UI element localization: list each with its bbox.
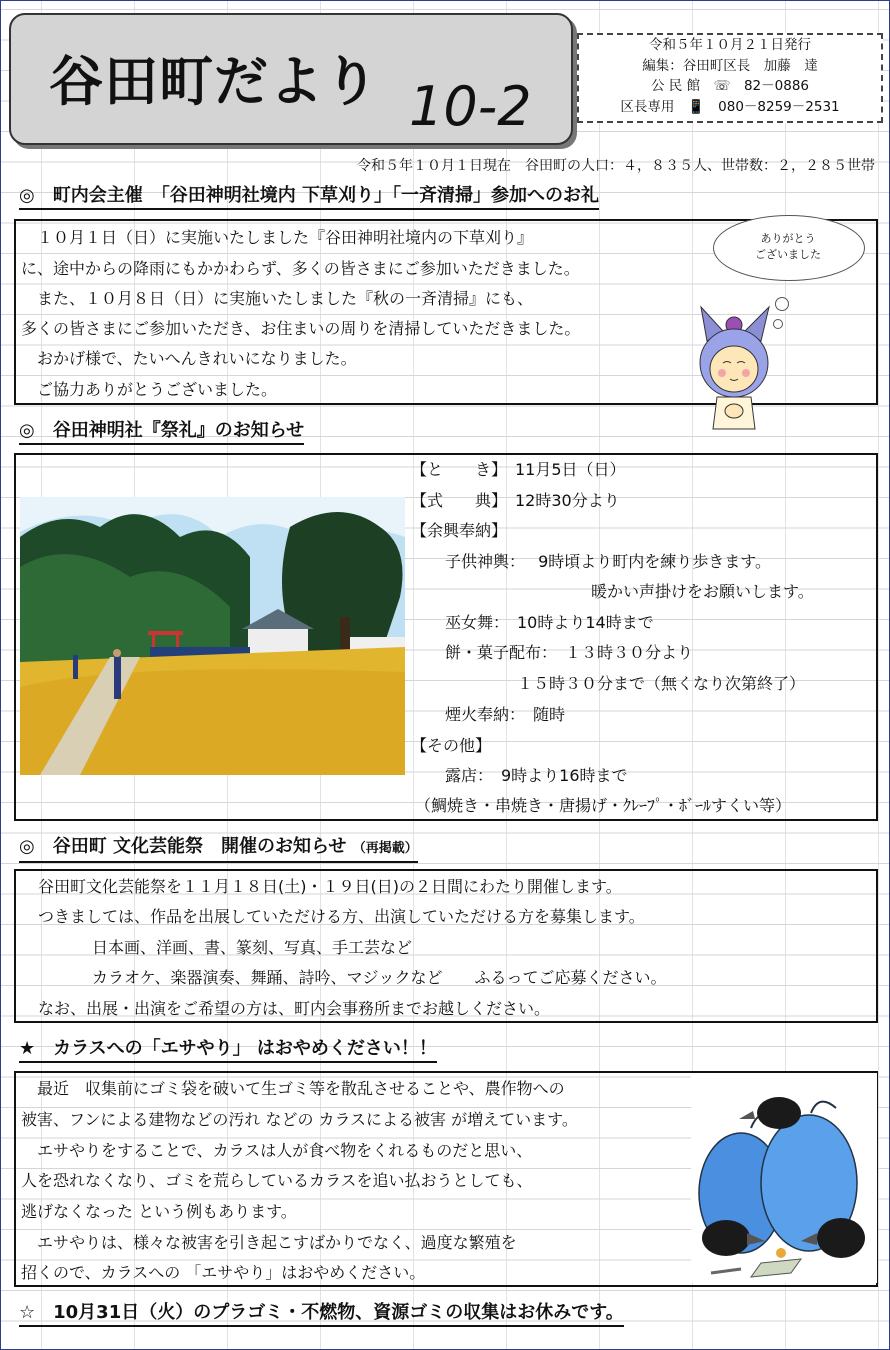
thanks-line-1: １０月１日（日）に実施いたしました『谷田神明社境内の下草刈り』 <box>21 228 534 247</box>
crow-line-7: 招くので、カラスへの 「エサやり」はおやめください。 <box>21 1263 426 1282</box>
festival-stalls-list: （鯛焼き・串焼き・唐揚げ・ｸﾚｰﾌﾟ・ﾎﾞｰﾙすくい等） <box>415 796 792 815</box>
editor-line: 編集：谷田町区長 加藤 達 <box>642 57 818 74</box>
crows-garbage-illustration <box>691 1073 877 1283</box>
culture-title-note: （再掲載） <box>352 841 418 856</box>
section-festival-title: ◎ 谷田神明社『祭礼』のお知らせ <box>19 419 304 445</box>
culture-title-text: ◎ 谷田町 文化芸能祭 開催のお知らせ <box>19 836 347 857</box>
publication-info <box>577 33 883 123</box>
thanks-line-4: 多くの皆さまにご参加いただき、お住まいの周りを清掃していただきました。 <box>21 319 581 338</box>
crow-line-2: 被害、フンによる建物などの汚れ などの カラスによる被害 が増えています。 <box>21 1110 578 1129</box>
crow-line-3: エサやりをすることで、カラスは人が食べ物をくれるものだと思い、 <box>21 1141 533 1160</box>
culture-line-5: なお、出展・出演をご希望の方は、町内会事務所までお越しください。 <box>38 999 551 1018</box>
festival-mochi-end: １５時３０分まで（無くなり次第終了） <box>517 674 806 693</box>
chief-phone: 区長専用 📱 080－8259－2531 <box>620 98 840 115</box>
publish-date: 令和５年１０月２１日発行 <box>649 37 811 53</box>
festival-mikoshi-note: 暖かい声掛けをお願いします。 <box>591 582 814 601</box>
thanks-line-6: ご協力ありがとうございました。 <box>21 380 278 399</box>
festival-ceremony: 【式 典】 12時30分より <box>411 491 620 510</box>
population-line: 令和５年１０月１日現在 谷田町の人口：４，８３５人、世帯数：２，２８５世帯 <box>357 158 875 174</box>
festival-date: 【と き】 11月5日（日） <box>411 460 626 479</box>
bubble-line-2: ございました <box>755 248 821 261</box>
culture-line-2: つきましては、作品を出展していただける方、出演していただける方を募集します。 <box>38 907 645 926</box>
festival-entertainment-heading: 【余興奉納】 <box>411 521 508 540</box>
section-crow-title: ★ カラスへの「エサやり」 はおやめください！！ <box>19 1037 437 1063</box>
issue-number: 10-2 <box>409 75 532 138</box>
crow-line-1: 最近 収集前にゴミ袋を破いて生ゴミ等を散乱させることや、農作物への <box>21 1079 565 1098</box>
festival-fireworks: 煙火奉納： 随時 <box>445 705 566 724</box>
section-thanks-title: ◎ 町内会主催 「谷田神明社境内 下草刈り」「一斉清掃」参加へのお礼 <box>19 184 599 210</box>
hall-phone: 公 民 館 ☏ 82－0886 <box>651 78 809 94</box>
bubble-dot <box>775 297 789 311</box>
thanks-speech-bubble <box>713 207 863 283</box>
bubble-line-1: ありがとう <box>760 232 816 245</box>
newsletter-title: 谷田町だより <box>49 50 379 113</box>
crow-line-4: 人を恐れなくなり、ゴミを荒らしているカラスを追い払おうとしても、 <box>21 1171 533 1190</box>
culture-line-1: 谷田町文化芸能祭を１１月１８日(土)・１９日(日)の２日間にわたり開催します。 <box>38 877 622 896</box>
festival-other-heading: 【その他】 <box>411 736 492 755</box>
section-culture-title <box>19 835 418 863</box>
festival-mikoshi: 子供神輿： 9時頃より町内を練り歩きます。 <box>445 552 771 571</box>
culture-line-3: 日本画、洋画、書、篆刻、写真、手工芸など <box>92 938 413 957</box>
garbage-notice: ☆ 10月31日（火）のプラゴミ・不燃物、資源ゴミの収集はお休みです。 <box>19 1301 624 1327</box>
festival-stalls: 露店： 9時より16時まで <box>445 766 628 785</box>
culture-line-4: カラオケ、楽器演奏、舞踊、詩吟、マジックなど ふるってご応募ください。 <box>92 968 667 987</box>
thanks-line-2: に、途中からの降雨にもかかわらず、多くの皆さまにご参加いただきました。 <box>21 259 580 278</box>
shrine-festival-painting <box>20 497 405 775</box>
festival-miko-dance: 巫女舞： 10時より14時まで <box>445 613 654 632</box>
mascot-illustration <box>693 301 775 436</box>
thanks-line-3: また、１０月８日（日）に実施いたしました『秋の一斉清掃』にも、 <box>21 289 534 308</box>
thanks-line-5: おかげ様で、たいへんきれいになりました。 <box>21 349 357 368</box>
crow-line-5: 逃げなくなった という例もあります。 <box>21 1202 297 1221</box>
crow-line-6: エサやりは、様々な被害を引き起こすばかりでなく、過度な繁殖を <box>21 1233 517 1252</box>
festival-mochi: 餅・菓子配布： １３時３０分より <box>445 643 694 662</box>
